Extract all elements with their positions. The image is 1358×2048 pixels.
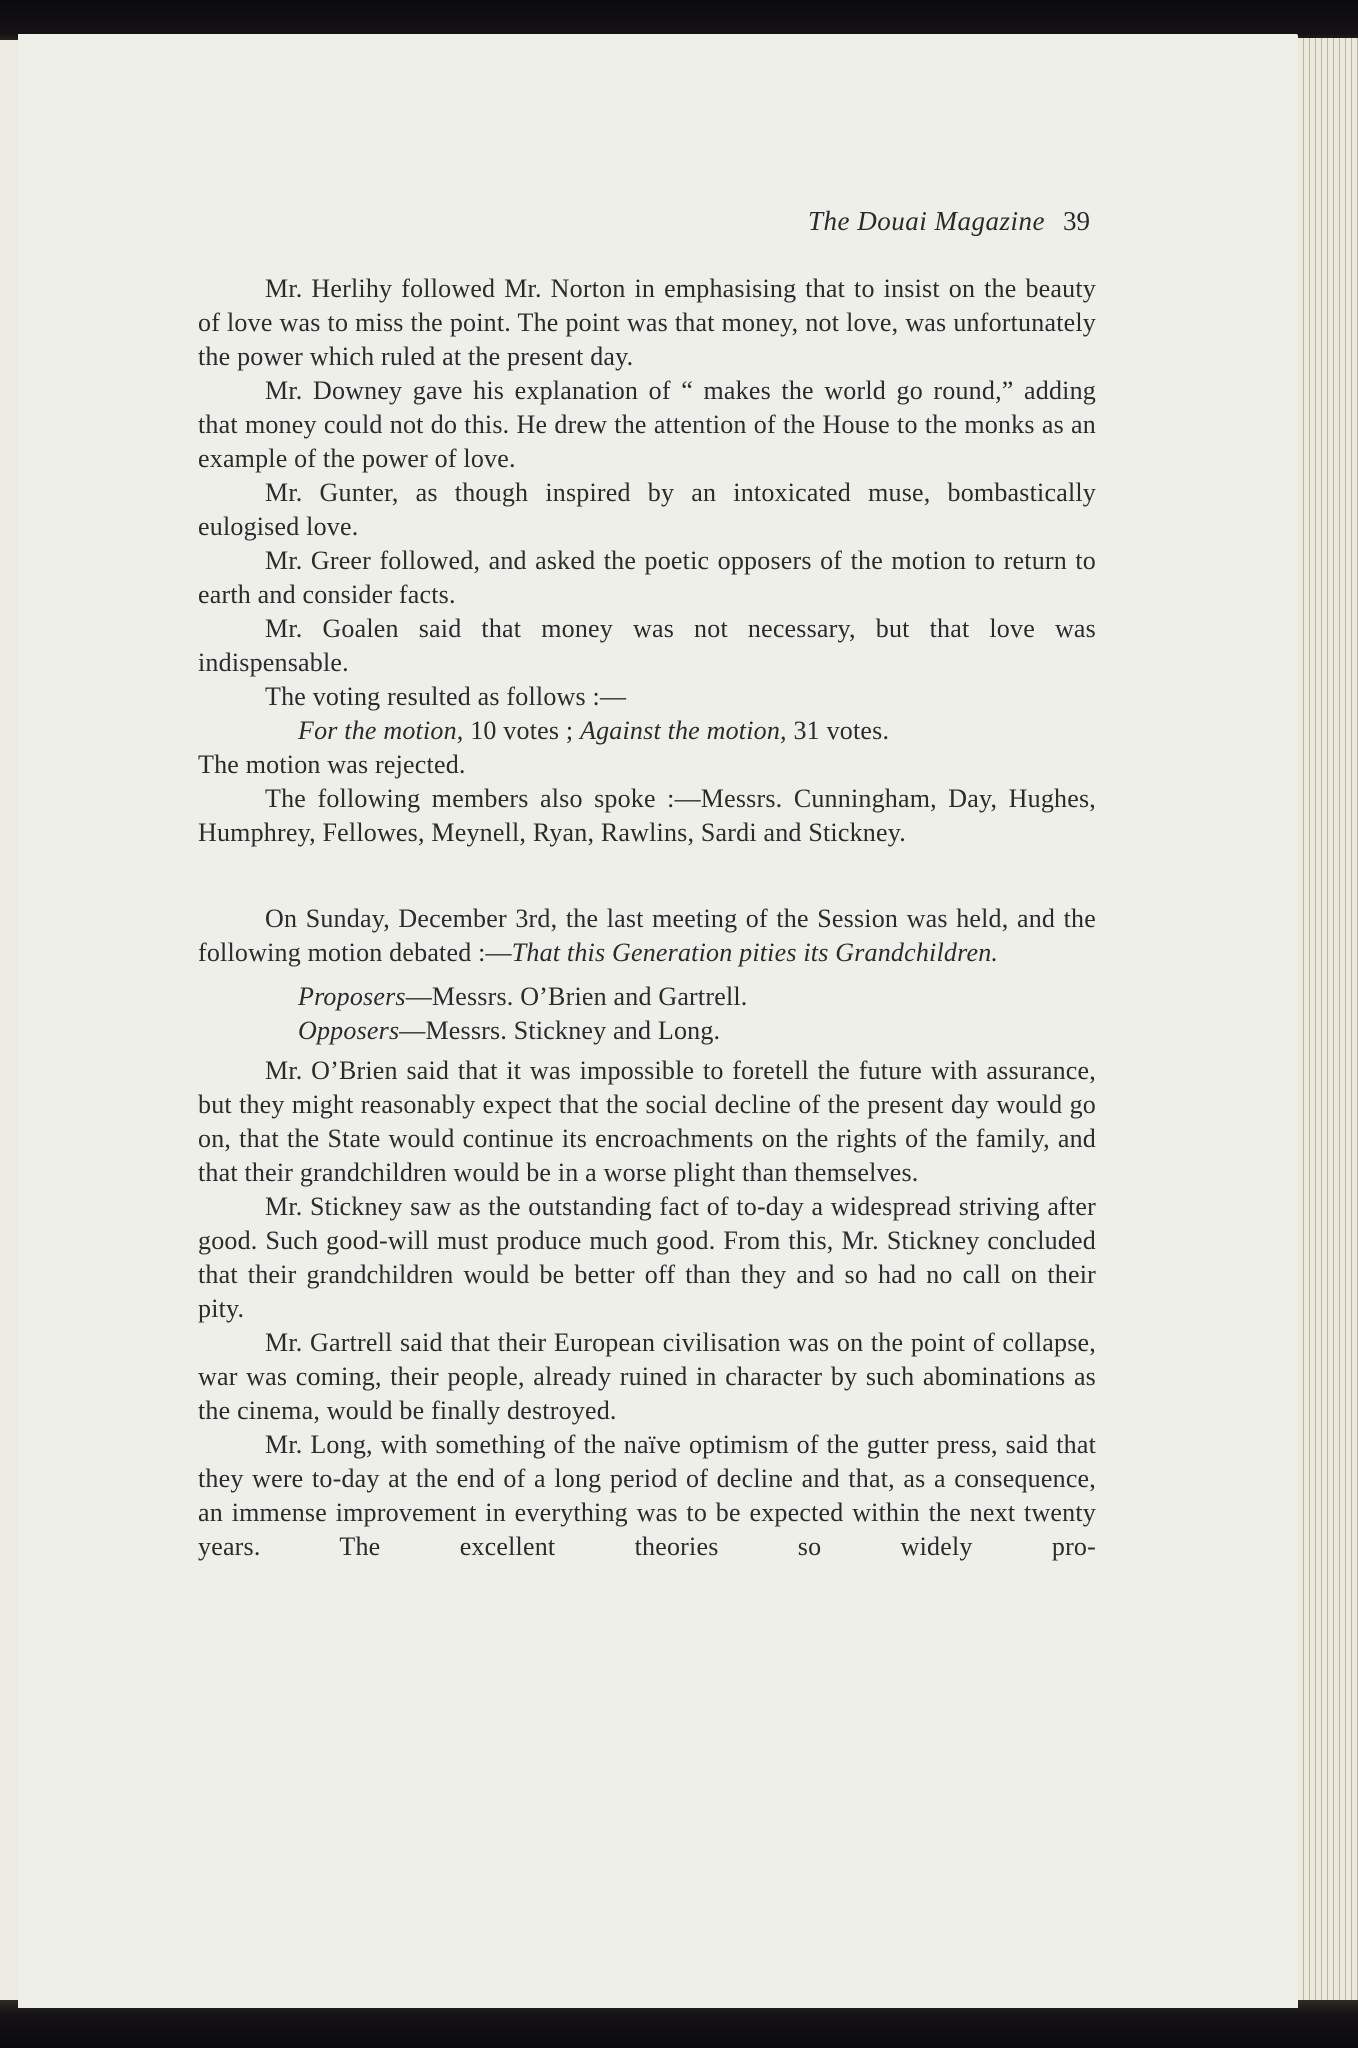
for-motion-label: For the motion,: [298, 716, 464, 745]
meeting-intro-text: On Sunday, December 3rd, the last meeting of the Session was held, and the following motion debated :—: [198, 904, 1096, 967]
proposers-line: [198, 980, 1096, 1014]
opposers-line: [198, 1014, 1096, 1048]
paragraph-gartrell: Mr. Gartrell said that their European civilisation was on the point of collapse, war was coming, their people, already ruined in character by such abominations as the cinema, would be finally destroyed.: [198, 1328, 1096, 1425]
vote-result-line: [198, 714, 1096, 748]
motion-result: The motion was rejected.: [198, 750, 466, 779]
spacer: [198, 970, 1096, 980]
paragraph-meeting-intro: [198, 902, 1096, 970]
paragraph-herlihy: Mr. Herlihy followed Mr. Norton in emphasising that to insist on the beauty of love was to miss the point. The point was that money, not love, was unfortunately the power which ruled at the present day.: [198, 274, 1096, 371]
paragraph-also-spoke: The following members also spoke :—Messrs. Cunningham, Day, Hughes, Humphrey, Fellowes, Meynell, Ryan, Rawlins, Sardi and Stickney.: [198, 784, 1096, 847]
page-number: 39: [1063, 206, 1090, 236]
section-break: [198, 850, 1096, 902]
paragraph-stickney: Mr. Stickney saw as the outstanding fact of to-day a widespread striving after good. Such good-will must produce much good. From this, Mr. Stickney concluded that their grandchildren would be better off than they and so had no call on their pity.: [198, 1192, 1096, 1323]
article-body: [198, 272, 1096, 1564]
paragraph-gunter: Mr. Gunter, as though inspired by an intoxicated muse, bombastically eulogised love.: [198, 478, 1096, 541]
running-head: [600, 206, 1090, 237]
facing-page-edge: [0, 40, 19, 2008]
paragraph-obrien: Mr. O’Brien said that it was impossible to foretell the future with assurance, but they might reasonably expect that the social decline of the present day would go on, that the State would continue its encroachments on the rights of the family, and that their grandchildren would be in a worse plight than themselves.: [198, 1056, 1096, 1187]
paragraph-greer: Mr. Greer followed, and asked the poetic opposers of the motion to return to earth and consider facts.: [198, 546, 1096, 609]
proposers-label: Proposers: [298, 982, 406, 1011]
against-motion-count: 31 votes.: [786, 716, 890, 745]
motion-title: That this Generation pities its Grandchildren.: [511, 938, 999, 967]
against-motion-label: Against the motion,: [580, 716, 787, 745]
paragraph-long: Mr. Long, with something of the naïve optimism of the gutter press, said that they were to-day at the end of a long period of decline and that, as a consequence, an immense improvement in everything was to be expected within the next twenty years. The excellent theories so widely pro-: [198, 1430, 1096, 1561]
page-stack-edges: [1298, 38, 1358, 2010]
opposers-names: —Messrs. Stickney and Long.: [399, 1016, 721, 1045]
paragraph-downey: Mr. Downey gave his explanation of “ makes the world go round,” adding that money could not do this. He drew the attention of the House to the monks as an example of the power of love.: [198, 376, 1096, 473]
for-motion-count: 10 votes ;: [463, 716, 581, 745]
magazine-title: The Douai Magazine: [808, 206, 1045, 236]
paragraph-voting-intro: The voting resulted as follows :—: [265, 682, 627, 711]
proposers-names: —Messrs. O’Brien and Gartrell.: [405, 982, 748, 1011]
opposers-label: Opposers: [298, 1016, 400, 1045]
paragraph-goalen: Mr. Goalen said that money was not necessary, but that love was indispensable.: [198, 614, 1096, 677]
